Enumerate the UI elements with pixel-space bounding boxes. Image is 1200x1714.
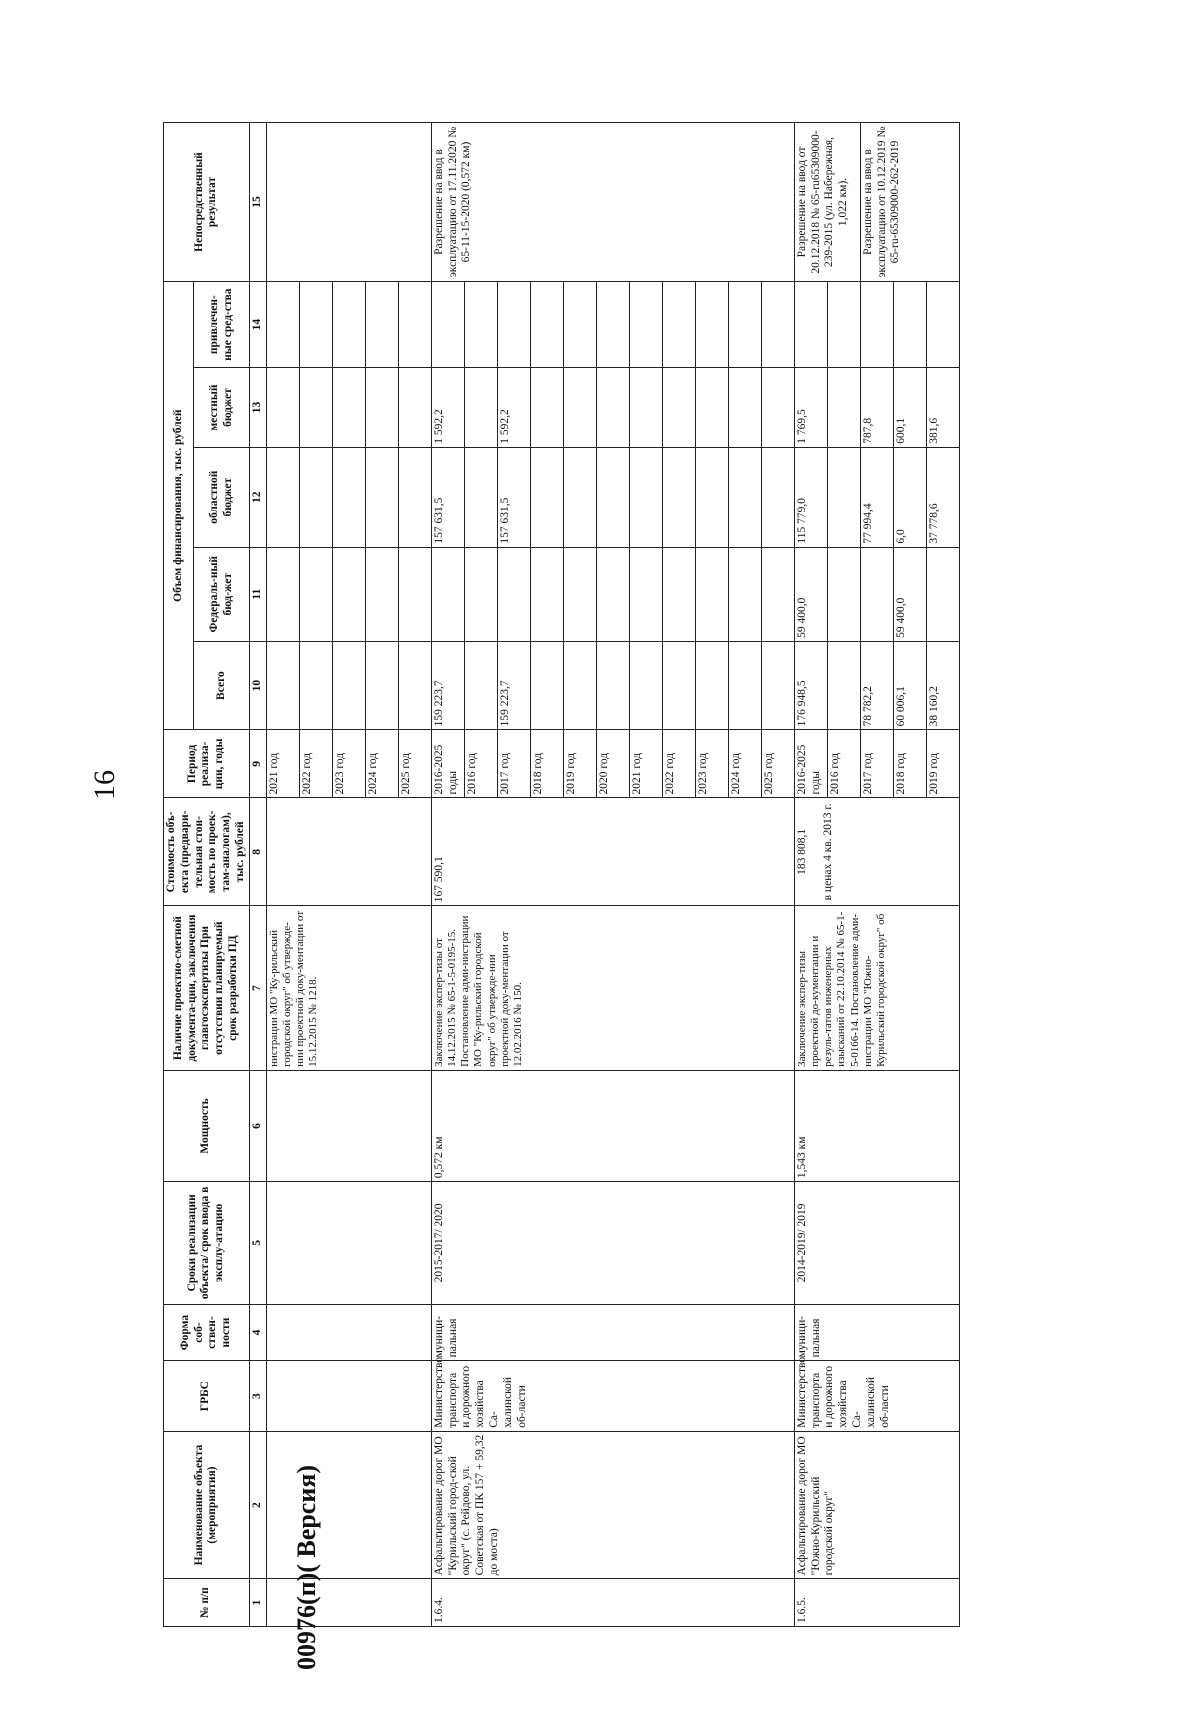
cell-regional: 6,0 [893,447,926,547]
cell-total: 60 006,1 [893,641,926,730]
cell-local: 1 592,2 [497,368,530,447]
cell-period: 2023 год [695,730,728,798]
cell-local: 787,8 [860,368,893,447]
cell-local: 1 769,5 [794,368,827,447]
budget-table [163,122,960,1627]
cell-regional: 115 779,0 [794,447,827,547]
cell-num: 1.6.4. [431,1579,794,1627]
header-name: Наименование объекта (мероприятия) [164,1431,250,1579]
cell-period: 2019 год [926,730,959,798]
cell-grbs: Министерство транспорта и дорожного хозяйства Са-халинской об-ласти [794,1361,959,1431]
cell-period: 2017 год [860,730,893,798]
cost-value: 183 808,1 [795,828,808,875]
document-id: 00976(п)( Версия) [292,1464,321,1670]
cell-ownership: муници-пальная [794,1304,959,1361]
header-federal: Федераль-ный бюд-жет [194,547,249,641]
header-result: Непосредственный результат [164,123,250,282]
cell-period: 2023 год [332,730,365,798]
cell-terms: 2014-2019/ 2019 [794,1182,959,1305]
cell-period: 2019 год [563,730,596,798]
cell-local: 600,1 [893,368,926,447]
column-number: 6 [249,1070,266,1181]
header-project-docs: Наличие проектно-сметной документа-ции, заключения главгосэкспертизы При отсутствии планируемый срок разработки ПД [164,906,250,1071]
cell-period: 2018 год [530,730,563,798]
cell-regional: 157 631,5 [497,447,530,547]
cell-total: 159 223,7 [497,641,530,730]
column-number: 14 [249,281,266,367]
cell-cost [266,798,431,906]
cell-result [266,123,431,282]
cost-note: в ценах 4 кв. 2013 г. [821,803,834,901]
header-total: Всего [194,641,249,730]
cell-period: 2018 год [893,730,926,798]
cell-regional: 157 631,5 [431,447,464,547]
cell-period: 2022 год [662,730,695,798]
cell-capacity: 0,572 км [431,1070,794,1181]
cell-period: 2016 год [464,730,497,798]
cell-project-docs: нистрации МО "Ку-рильский городской округ" об утвержде-нии проектной доку-ментации от 15.12.2015 № 1218. [266,906,431,1071]
column-number: 13 [249,368,266,447]
cell-period: 2022 год [299,730,332,798]
cell-attracted [794,281,827,367]
column-number: 2 [249,1431,266,1579]
cell-cost [794,798,959,906]
header-grbs: ГРБС [164,1361,250,1431]
header-terms: Сроки реализации объекта/ срок ввода в эксплу-атацию [164,1182,250,1305]
header-ownership: Форма соб-ствен-ности [164,1304,250,1361]
cell-project-docs: Заключение экспер-тизы от 14.12.2015 № 65-1-5-0195-15. Постановление адми-нистрации МО "Ку-рильский городской округ" об утвержде-нии проектной доку-ментации от 12.02.2016 № 150. [431,906,794,1071]
table-row [266,123,299,1627]
cell-period: 2016-2025 годы [431,730,464,798]
cell-result: Разрешение на ввод в эксплуатацию от 17.11.2020 № 65-11-15-2020 (0,572 км) [431,123,794,282]
column-number: 5 [249,1182,266,1305]
cell-period: 2021 год [266,730,299,798]
budget-table-rotated [163,122,1045,1627]
cell-regional: 77 994,4 [860,447,893,547]
header-local: местный бюджет [194,368,249,447]
header-row-1 [164,123,194,1627]
cell-period: 2016 год [827,730,860,798]
column-number: 1 [249,1579,266,1627]
header-capacity: Мощность [164,1070,250,1181]
cell-name: Асфальтирование дорог МО "Курильский город-ской округ" (с. Рейдово, ул. Советская от ПК 157 + 59,32 до моста) [431,1431,794,1579]
column-number: 12 [249,447,266,547]
column-number: 10 [249,641,266,730]
cell-grbs [266,1361,431,1431]
cell-federal: 59 400,0 [794,547,827,641]
column-number: 7 [249,906,266,1071]
cell-period: 2025 год [398,730,431,798]
cell-period: 2020 год [596,730,629,798]
cell-ownership: муници-пальная [431,1304,794,1361]
column-number: 11 [249,547,266,641]
cell-total: 176 948,5 [794,641,827,730]
cell-attracted [431,281,464,367]
cell-ownership [266,1304,431,1361]
header-cost: Стоимость объ-екта (предвари-тельная стои-мость по проек-там-аналогам), тыс. рублей [164,798,250,906]
cell-num: 1.6.5. [794,1579,959,1627]
header-attracted: привлечен-ные сред-ства [194,281,249,367]
column-number-row [249,123,266,1627]
table-row [431,123,464,1627]
cell-period: 2016-2025 годы [794,730,827,798]
cell-local: 381,6 [926,368,959,447]
cell-period: 2021 год [629,730,662,798]
column-number: 4 [249,1304,266,1361]
cell-capacity [266,1070,431,1181]
header-period: Период реализа-ции, годы [164,730,250,798]
cell-total: 159 223,7 [431,641,464,730]
cell-period: 2025 год [761,730,794,798]
cell-result: Разрешение на ввод от 20.12.2018 № 65-ru65309000-239-2015 (ул. Набережная, 1,022 км). [794,123,860,282]
column-number: 15 [249,123,266,282]
cell-terms [266,1182,431,1305]
column-number: 9 [249,730,266,798]
header-regional: областной бюджет [194,447,249,547]
cell-total: 38 160,2 [926,641,959,730]
cell-grbs: Министерство транспорта и дорожного хозяйства Са-халинской об-ласти [431,1361,794,1431]
cell-cost: 167 590,1 [431,798,794,906]
cell-period: 2024 год [365,730,398,798]
header-financing-group: Объем финансирования, тыс. рублей [164,281,194,729]
cell-capacity: 1,543 км [794,1070,959,1181]
cell-project-docs: Заключение экспер-тизы проектной до-кументации и резуль-татов инженерных изысканий от 22.10.2014 № 65-1-5-0166-14. Постановление адми-нистрации МО "Южно-Курильский городской округ" об [794,906,959,1071]
cell-period: 2017 год [497,730,530,798]
cell-federal: 59 400,0 [893,547,926,641]
cell-federal [431,547,464,641]
header-num: № п/п [164,1579,250,1627]
table-row [794,123,827,1627]
page-number: 16 [88,770,121,800]
cell-terms: 2015-2017/ 2020 [431,1182,794,1305]
column-number: 8 [249,798,266,906]
cell-local: 1 592,2 [431,368,464,447]
cell-name: Асфальтирование дорог МО "Южно-Курильский городской округ" [794,1431,959,1579]
cell-regional: 37 778,6 [926,447,959,547]
cell-period: 2024 год [728,730,761,798]
cell-total: 78 782,2 [860,641,893,730]
cell-result: Разрешение на ввод в эксплуатацию от 10.12.2019 № 65-ru-65309000-262-2019 [860,123,959,282]
column-number: 3 [249,1361,266,1431]
